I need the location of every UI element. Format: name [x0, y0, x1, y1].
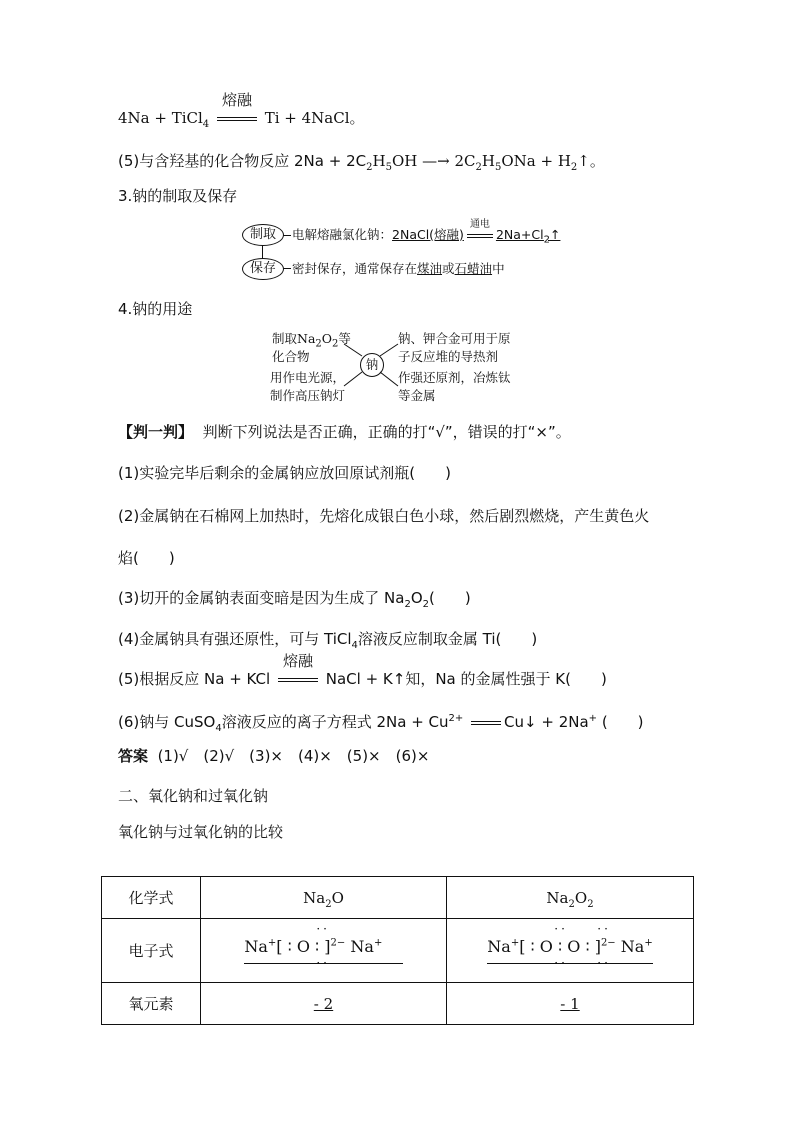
uses-connectors: [340, 338, 402, 392]
text: 溶液反应的离子方程式 2Na + Cu: [221, 713, 449, 731]
prep-line: [292, 219, 561, 246]
text: 2Na+Cl: [495, 227, 544, 242]
question-2-cont: 焰( ): [118, 549, 175, 567]
text: 等: [338, 331, 351, 346]
superscript: 2+: [448, 713, 464, 724]
question-1: (1)实验完毕后剩余的金属钠应放回原试剂瓶( ): [118, 464, 451, 482]
header-na2o: $Na_2O$: [201, 877, 447, 919]
condition-label: 熔融: [221, 91, 252, 109]
superscript: +: [588, 713, 598, 724]
text: - 1: [560, 994, 580, 1013]
text: 钠、钾合金可用于原: [398, 331, 511, 346]
header-na2o2: $Na_2O_2$: [447, 877, 694, 919]
subscript: 4: [215, 723, 222, 734]
question-4: [118, 629, 537, 649]
text: 煤油: [417, 261, 443, 276]
header-formula: 化学式: [102, 877, 201, 919]
text: 中: [492, 261, 505, 276]
superscript: +: [373, 937, 383, 949]
text: H: [372, 152, 386, 170]
subscript: 4: [202, 119, 210, 130]
row-oxygen: 氧元素: [102, 983, 201, 1025]
equation-na-ticl4: [118, 91, 365, 130]
text: 制作高压钠灯: [270, 388, 346, 403]
text: Na: [546, 888, 569, 907]
text: Ti + 4NaCl。: [264, 109, 365, 127]
subscript: 2: [570, 162, 578, 173]
subscript: 5: [494, 162, 502, 173]
oxidation-na2o: [201, 983, 447, 1025]
text: 石蜡油: [454, 261, 493, 276]
text: - 2: [313, 994, 334, 1013]
lewis-na2o2: Na+[ ∶ O ∶ O ∶ ]$^{2-}$ Na+ ·· ·· ·· ··: [487, 922, 653, 970]
text: O: [574, 888, 588, 907]
text: Na: [244, 937, 268, 956]
text: 等金属: [398, 388, 436, 403]
text: 密封保存，通常保存在: [292, 261, 418, 276]
oxidation-na2o2: [447, 983, 694, 1025]
text: 或: [442, 261, 455, 276]
condition-arrow: [278, 652, 318, 689]
text: 2NaCl(熔融): [392, 227, 464, 242]
connector: [283, 235, 291, 236]
connector-vertical: [262, 245, 263, 259]
section-title: 二、氧化钠和过氧化钠: [118, 787, 269, 805]
heading-prep: 3.钠的制取及保存: [118, 187, 238, 205]
question-3: [118, 588, 471, 608]
text: ↑: [549, 227, 561, 242]
judge-intro: [118, 422, 571, 442]
table-row: [102, 877, 694, 919]
condition-arrow: [467, 219, 493, 245]
oval-sodium: 钠: [360, 353, 384, 377]
subscript: 5: [385, 162, 392, 173]
text: Cu↓ + 2Na: [504, 713, 589, 731]
row-electron-formula: 电子式: [102, 919, 201, 983]
use-bottom-right: [398, 369, 511, 405]
text: 用作电光源，: [270, 370, 346, 385]
condition-label: 熔融: [282, 652, 313, 670]
equals-sign: [471, 712, 501, 732]
connector: [283, 268, 291, 269]
text: O: [331, 888, 344, 907]
lewis-na2o: Na+[ ∶ O ∶ ]$^{2-}$ Na+ ·· ··: [244, 937, 402, 964]
text: 化合物: [272, 349, 310, 364]
text: (4)金属钠具有强还原性，可与 TiCl: [118, 630, 352, 648]
text: Na: [620, 937, 645, 956]
text: OH: [391, 152, 418, 170]
superscript: +: [510, 937, 520, 949]
text: ↑。: [577, 152, 605, 170]
oval-prep: 制取: [242, 224, 284, 246]
table-row: [102, 919, 694, 983]
answer-values: (1)√ (2)√ (3)× (4)× (5)× (6)×: [157, 747, 430, 765]
answers: [118, 746, 429, 766]
text: 4Na + TiCl: [118, 109, 203, 127]
superscript: 2−: [600, 937, 616, 949]
section-subtitle: 氧化钠与过氧化钠的比较: [118, 823, 284, 841]
subscript: 2: [366, 162, 373, 173]
answer-label: 答案: [118, 747, 149, 765]
text: Na: [350, 937, 374, 956]
judge-title: 【判一判】: [118, 423, 194, 441]
use-top-right: [398, 330, 511, 366]
text: 电解熔融氯化钠：: [292, 227, 393, 242]
subscript: 2: [315, 338, 322, 350]
table-row: [102, 983, 694, 1025]
question-2: (2)金属钠在石棉网上加热时，先熔化成银白色小球，然后剧烈燃烧，产生黄色火: [118, 507, 650, 525]
text: (5)与含羟基的化合物反应 2Na + 2C: [118, 152, 367, 170]
text: ( ): [601, 713, 644, 731]
comparison-table: [101, 876, 694, 1025]
heading-uses: 4.钠的用途: [118, 300, 193, 318]
superscript: +: [267, 937, 277, 949]
electron-formula-na2o: [201, 919, 447, 983]
text: 2C: [454, 152, 476, 170]
text: 判断下列说法是否正确，正确的打“√”，错误的打“×”。: [202, 423, 571, 441]
text: 子反应堆的导热剂: [398, 349, 499, 364]
condition-label: 通电: [469, 219, 490, 230]
text: 制取Na: [272, 331, 316, 346]
text: (3)切开的金属钠表面变暗是因为生成了 Na: [118, 589, 405, 607]
text: ONa + H: [501, 152, 571, 170]
text: Na: [303, 888, 326, 907]
text: 作强还原剂，冶炼钛: [398, 370, 511, 385]
subscript: 2: [404, 599, 411, 610]
electron-formula-na2o2: [447, 919, 694, 983]
use-bottom-left: [270, 369, 345, 405]
text: O: [410, 589, 423, 607]
text: H: [481, 152, 495, 170]
subscript: 2: [422, 599, 429, 610]
text: ( ): [429, 589, 471, 607]
text: NaCl + K↑知，Na 的金属性强于 K( ): [325, 670, 607, 688]
equation-hydroxyl: [118, 151, 605, 171]
condition-arrow: [217, 91, 257, 128]
superscript: +: [644, 937, 653, 949]
text: 溶液反应制取金属 Ti( ): [357, 630, 538, 648]
arrow-icon: —→: [422, 152, 450, 170]
store-line: [292, 259, 505, 279]
oval-store: 保存: [242, 258, 284, 280]
question-6: [118, 712, 644, 732]
subscript: 2: [475, 162, 482, 173]
text: Na: [487, 937, 511, 956]
text: O: [321, 331, 333, 346]
subscript: 4: [351, 640, 358, 651]
text: (6)钠与 CuSO: [118, 713, 216, 731]
equation-electrolysis: 2NaCl(熔融) 通电 $2Na+Cl_2↑$: [392, 227, 560, 242]
text: (5)根据反应 Na + KCl: [118, 670, 271, 688]
subscript: 2: [332, 338, 339, 350]
question-5: [118, 652, 607, 689]
superscript: 2−: [330, 937, 346, 949]
